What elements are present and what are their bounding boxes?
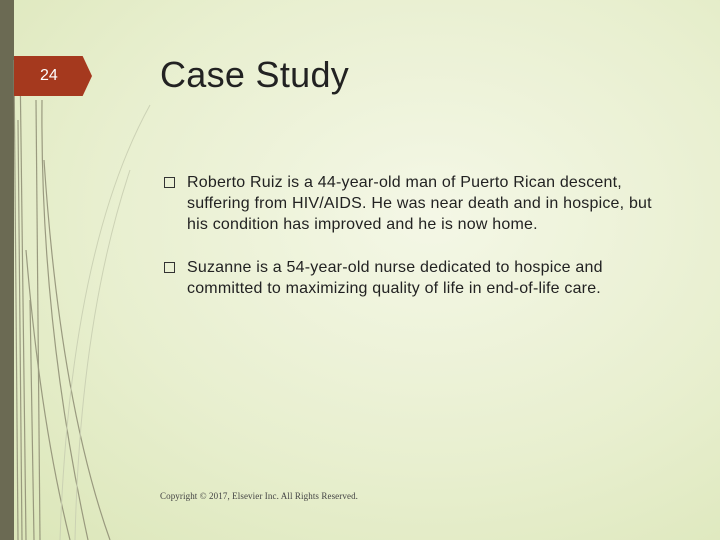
copyright-footer: Copyright © 2017, Elsevier Inc. All Rights Reserved. xyxy=(160,491,359,501)
slide-title: Case Study xyxy=(160,54,350,95)
page-number: 24 xyxy=(40,67,58,84)
bullet-item xyxy=(162,257,672,299)
square-outline-bullet-icon xyxy=(164,262,175,273)
bullet-list xyxy=(162,172,672,321)
bullet-text: Roberto Ruiz is a 44-year-old man of Puerto Rican descent, suffering from HIV/AIDS. He was near death and in hospice, but his condition has improved and he is now home. xyxy=(187,174,652,233)
square-outline-bullet-icon xyxy=(164,177,175,188)
bullet-text: Suzanne is a 54-year-old nurse dedicated to hospice and committed to maximizing quality of life in end-of-life care. xyxy=(187,259,603,297)
bullet-item xyxy=(162,172,672,235)
